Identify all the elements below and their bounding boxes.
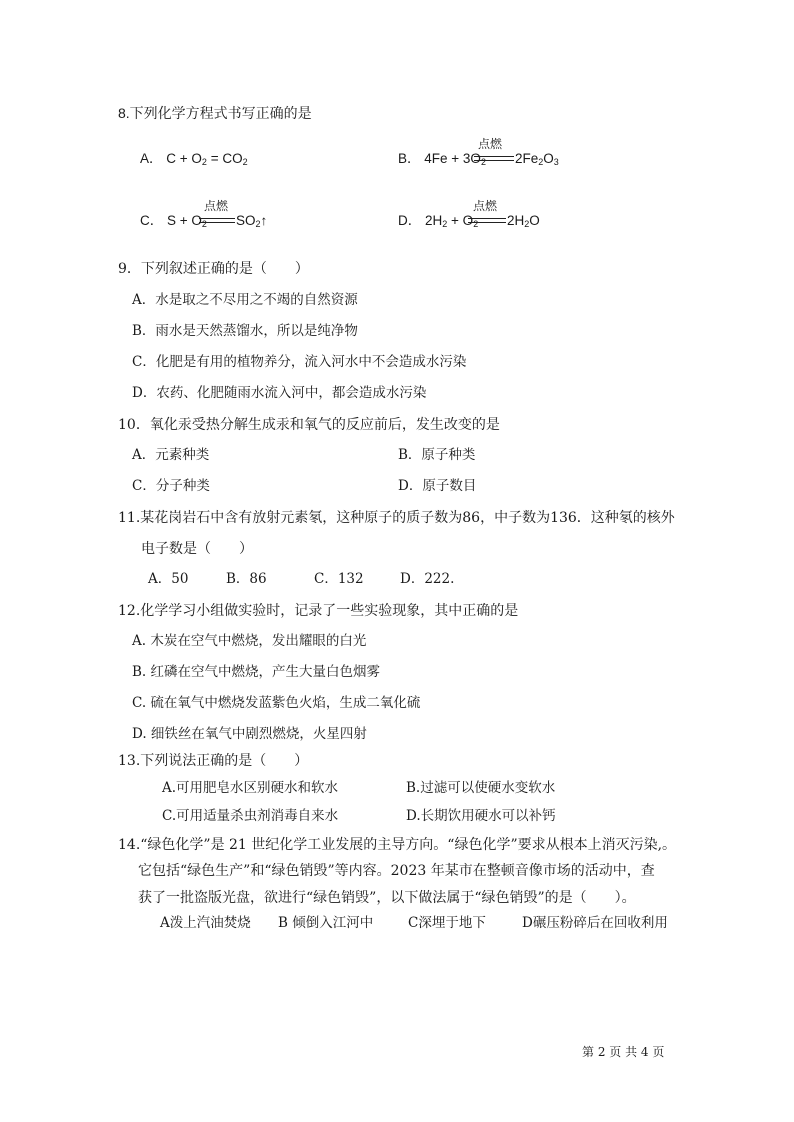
q12-option-c[interactable]: C. 硫在氧气中燃烧发蓝紫色火焰，生成二氧化硫 — [132, 695, 421, 711]
q8-option-d[interactable]: D． $2H_2 + O_2$ — [398, 213, 479, 229]
q13-option-b[interactable]: B.过滤可以使硬水变软水 — [406, 780, 556, 796]
q11-stem-line2: 电子数是（ ） — [141, 541, 253, 557]
reaction-condition: 点燃 — [473, 199, 498, 213]
q10-option-a[interactable]: A．元素种类 — [132, 447, 210, 463]
q9-option-b[interactable]: B．雨水是天然蒸馏水，所以是纯净物 — [132, 323, 358, 339]
q11-option-b[interactable]: B．86 — [226, 571, 267, 587]
q9-stem: 9．下列叙述正确的是（ ） — [118, 261, 309, 277]
equation-equals-sign — [199, 218, 235, 223]
q12-option-b[interactable]: B. 红磷在空气中燃烧，产生大量白色烟雾 — [132, 664, 381, 680]
q11-option-c[interactable]: C．132 — [314, 571, 364, 587]
q8-option-b[interactable]: B． $4Fe + 3O_2$ — [398, 151, 486, 167]
equation-equals-sign — [468, 218, 506, 223]
q8-option-c[interactable]: C． $S + O_2$ — [140, 213, 207, 229]
q14-option-b[interactable]: B 倾倒入江河中 — [278, 915, 374, 931]
reaction-condition: 点燃 — [204, 199, 229, 213]
q8-option-d-product: $2H_2O$ — [507, 213, 540, 229]
q8-stem: 8.下列化学方程式书写正确的是 — [118, 105, 312, 121]
q9-option-a[interactable]: A．水是取之不尽用之不竭的自然资源 — [132, 292, 358, 308]
q13-option-a[interactable]: A.可用肥皂水区别硬水和软水 — [162, 780, 339, 796]
q8-option-a[interactable]: A． $C + O_2 = CO_2$ — [140, 151, 248, 167]
q13-stem: 13.下列说法正确的是（ ） — [118, 753, 309, 769]
option-letter: A． — [140, 151, 163, 166]
q10-option-d[interactable]: D．原子数目 — [398, 478, 477, 494]
q14-option-d[interactable]: D碾压粉碎后在回收利用 — [522, 915, 668, 931]
q14-option-a[interactable]: A泼上汽油焚烧 — [160, 915, 251, 931]
q14-option-c[interactable]: C深埋于地下 — [408, 915, 486, 931]
option-letter: B． — [398, 151, 421, 166]
q14-stem-line2: 它包括“绿色生产”和“绿色销毁”等内容。2023 年某市在整顿音像市场的活动中，查 — [138, 863, 655, 879]
q10-option-b[interactable]: B．原子种类 — [398, 447, 476, 463]
q12-option-d[interactable]: D. 细铁丝在氧气中剧烈燃烧，火星四射 — [132, 726, 367, 742]
q14-stem-line3: 获了一批盗版光盘，欲进行“绿色销毁”，以下做法属于“绿色销毁”的是（ ）。 — [138, 890, 636, 906]
q9-option-c[interactable]: C．化肥是有用的植物养分，流入河水中不会造成水污染 — [132, 354, 467, 370]
q12-stem: 12.化学学习小组做实验时，记录了一些实验现象，其中正确的是 — [118, 603, 519, 619]
reaction-condition: 点燃 — [478, 137, 503, 151]
q13-option-c[interactable]: C.可用适量杀虫剂消毒自来水 — [162, 808, 339, 824]
q9-option-d[interactable]: D．农药、化肥随雨水流入河中，都会造成水污染 — [132, 385, 427, 401]
page-number-footer: 第 2 页 共 4 页 — [582, 1045, 665, 1059]
q12-option-a[interactable]: A. 木炭在空气中燃烧，发出耀眼的白光 — [132, 633, 367, 649]
option-letter: D． — [398, 213, 422, 228]
q10-option-c[interactable]: C．分子种类 — [132, 478, 210, 494]
q11-stem-line1: 11.某花岗岩石中含有放射元素氡，这种原子的质子数为86，中子数为136．这种氡的核外 — [118, 510, 675, 526]
q11-option-a[interactable]: A．50 — [148, 571, 189, 587]
option-letter: C． — [140, 213, 164, 228]
q11-option-d[interactable]: D．222. — [400, 571, 455, 587]
q10-stem: 10．氧化汞受热分解生成汞和氧气的反应前后，发生改变的是 — [118, 417, 500, 433]
equation-equals-sign — [474, 156, 514, 161]
q13-option-d[interactable]: D.长期饮用硬水可以补钙 — [406, 808, 556, 824]
q8-option-c-product: $SO_2↑$ — [236, 213, 268, 229]
q14-stem-line1: 14.“绿色化学”是 21 世纪化学工业发展的主导方向。“绿色化学”要求从根本上消灭污染,。 — [118, 837, 677, 853]
q8-option-b-product: $2Fe_2O_3$ — [515, 151, 559, 167]
